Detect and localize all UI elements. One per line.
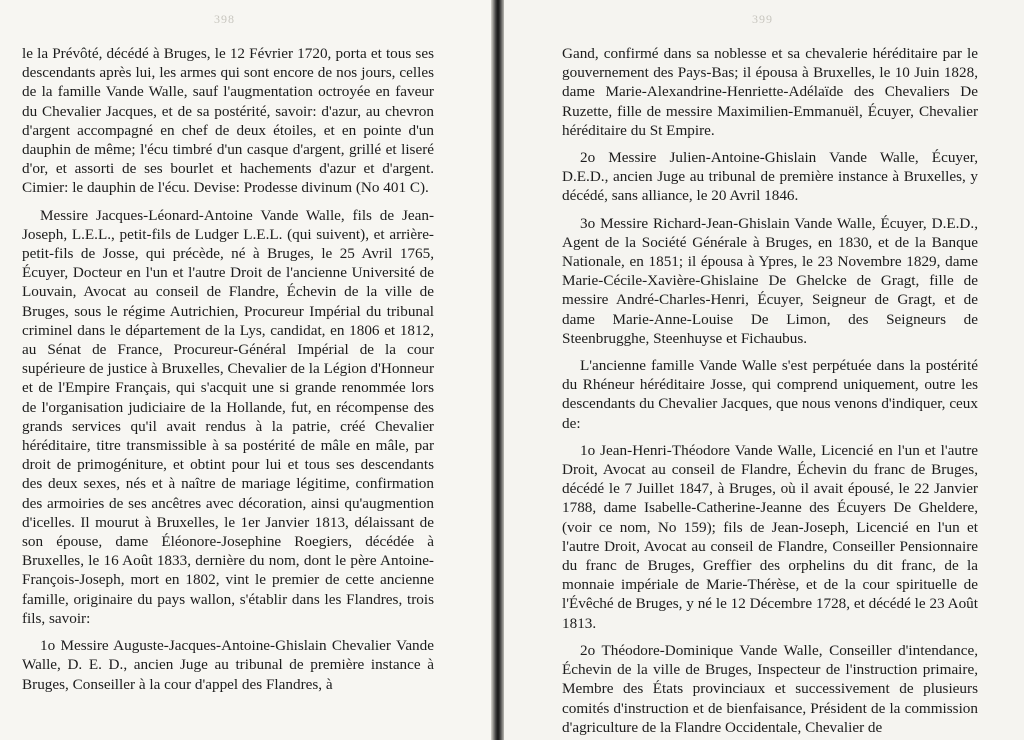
right-page xyxy=(504,0,1024,740)
left-paragraph-2: Messire Jacques-Léonard-Antoine Vande Walle, fils de Jean-Joseph, L.E.L., petit-fils de Ludger L.E.L. (qui suivent), et arrière-petit-fils de Josse, qui précède, né à Bruges, le 25 Avril 1765, Écuyer, Docteur en l'un et l'autre Droit de l'ancienne Université de Louvain, Avocat au conseil de Flandre, Échevin de la ville de Bruges, sous le régime Autrichien, Procureur Impérial du tribunal criminel dans le département de la Lys, candidat, en 1806 et 1812, au Sénat de France, Procureur-Général Impérial de la cour supérieure de justice à Bruxelles, Chevalier de la Légion d'Honneur et de l'Empire Français, qui s'acquit une si grande renommée lors de l'organisation judiciaire de la Hollande, fut, en récompense des grands services qu'il avait rendus à la patrie, créé Chevalier héréditaire, titre transmissible à sa postérité de mâle en mâle, par droit de primogéniture, et obtint pour lui et tous ses descendants des deux sexes, nés et à naître de mariage légitime, confirmation des armoiries de ses ancêtres avec décoration, ainsi qu'augmention d'icelles. Il mourut à Bruxelles, le 1er Janvier 1813, délaissant de son épouse, dame Éléonore-Josephine Roegiers, décédée à Bruxelles, le 16 Août 1833, dernière du nom, dont le père Antoine-François-Joseph, mort en 1802, vint le premier de cette ancienne famille, originaire du pays wallon, s'établir dans les Flandres, trois fils, savoir: xyxy=(22,206,434,627)
left-page-number: 398 xyxy=(214,12,235,26)
right-page-body xyxy=(562,44,978,740)
left-paragraph-1: le la Prévôté, décédé à Bruges, le 12 Février 1720, porta et tous ses descendants après lui, les armes qui sont encore de nos jours, celles de la famille Vande Walle, sauf l'augmentation octroyée en faveur du Chevalier Jacques, et de sa postérité, savoir: d'azur, au chevron d'argent accompagné en chef de deux étoiles, et en pointe d'un dauphin de même; l'écu timbré d'un casque d'argent, grillé et liseré d'or, et assorti de ses bourlet et hachements d'azur et d'argent. Cimier: le dauphin de l'écu. Devise: Prodesse divinum (No 401 C). xyxy=(22,45,434,197)
left-paragraph-3: 1o Messire Auguste-Jacques-Antoine-Ghislain Chevalier Vande Walle, D. E. D., ancien Juge au tribunal de première instance à Bruges, Conseiller à la cour d'appel des Flandres, à xyxy=(22,637,434,693)
book-gutter xyxy=(491,0,505,740)
left-page xyxy=(0,0,497,740)
right-paragraph-5: 1o Jean-Henri-Théodore Vande Walle, Licencié en l'un et l'autre Droit, Avocat au conseil de Flandre, Échevin du franc de Bruges, décédé le 7 Juillet 1847, à Bruges, où il avait épousé, le 22 Janvier 1788, dame Isabelle-Catherine-Jeanne des Écuyers De Gheldere, (voir ce nom, No 159); fils de Jean-Joseph, Licencié en l'un et l'autre Droit, Avocat au conseil de Flandre, Conseiller Pensionnaire du franc de Bruges, Greffier des orphelins du dit franc, de la monnaie impériale de Marie-Thérèse, et de la cour spirituelle de l'Évêché de Bruges, y né le 12 Décembre 1728, et décédé le 23 Août 1813. xyxy=(562,441,978,632)
left-page-body xyxy=(22,44,434,702)
right-paragraph-6: 2o Théodore-Dominique Vande Walle, Conseiller d'intendance, Échevin de la ville de Bruges, Inspecteur de l'instruction primaire, Membre des États provinciaux et successivement de plusieurs comités d'instruction et de bienfaisance, Président de la commission d'agriculture de la Flandre Occidentale, Chevalier de xyxy=(562,641,978,736)
right-paragraph-4: L'ancienne famille Vande Walle s'est perpétuée dans la postérité du Rhéneur héréditaire Josse, qui comprend uniquement, outre les descendants du Chevalier Jacques, que nous venons d'indiquer, ceux de: xyxy=(562,357,978,432)
right-paragraph-1: Gand, confirmé dans sa noblesse et sa chevalerie héréditaire par le gouvernement des Pays-Bas; il épousa à Bruxelles, le 10 Juin 1828, dame Marie-Alexandrine-Henriette-Adélaïde des Chevaliers De Ruzette, fille de messire Maximilien-Emmanuël, Écuyer, Chevalier héréditaire du St Empire. xyxy=(562,45,978,139)
right-paragraph-2: 2o Messire Julien-Antoine-Ghislain Vande Walle, Écuyer, D.E.D., ancien Juge au tribunal de première instance à Bruxelles, y décédé, sans alliance, le 20 Avril 1846. xyxy=(562,149,978,205)
right-page-number: 399 xyxy=(752,12,773,26)
right-paragraph-3: 3o Messire Richard-Jean-Ghislain Vande Walle, Écuyer, D.E.D., Agent de la Société Générale à Bruges, en 1830, et de la Banque Nationale, en 1851; il épousa à Ypres, le 23 Novembre 1829, dame Marie-Cécile-Xavière-Ghislaine De Ghelcke de Gragt, fille de messire André-Charles-Henri, Écuyer, Seigneur de Gragt, et de dame Marie-Anne-Louise De Limon, des Seigneurs de Steenbrugghe, Steenhuyse et Fichaubus. xyxy=(562,214,978,347)
